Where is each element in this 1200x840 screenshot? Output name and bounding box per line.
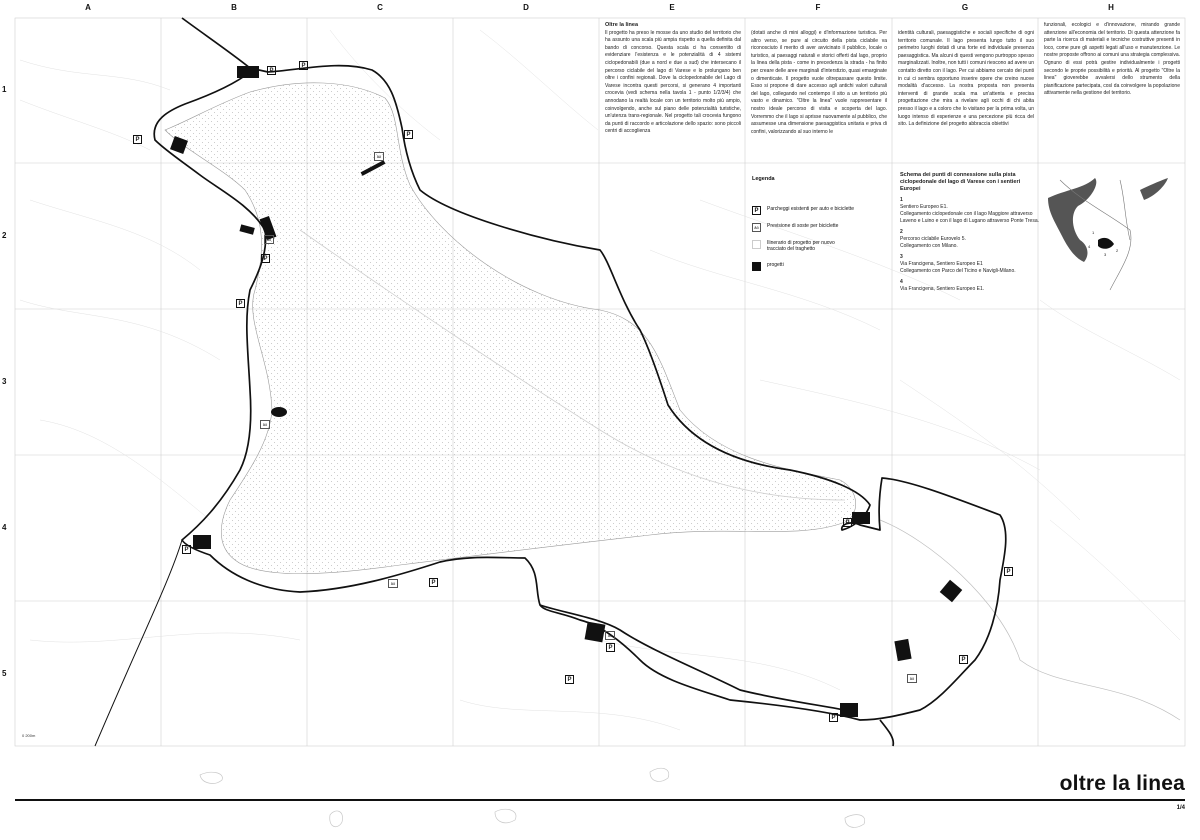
parking-icon: P <box>182 545 191 554</box>
parking-icon: P <box>843 518 852 527</box>
schema-item-line: Percorso ciclabile Eurovelo 5. <box>900 236 966 242</box>
inset-map <box>1048 178 1168 290</box>
connection-schema <box>900 172 1040 293</box>
bike-rack-icon: åõ <box>752 223 761 232</box>
legend-item-projects <box>752 262 892 271</box>
text-heading: Oltre la linea <box>605 22 639 28</box>
schema-item-number: 3 <box>900 254 903 260</box>
legend-item-bike <box>752 223 892 232</box>
parking-icon: P <box>133 135 142 144</box>
row-header-3: 3 <box>2 377 7 386</box>
inset-label: 4 <box>1088 244 1091 249</box>
text-body-e: Il progetto ha preso le mosse da uno studio del territorio che ha assunto una scala più ampia rispetto a quella definita dal bando di concorso. Questa scala ci ha consentito di evidenziare l'esistenza e le potenzialità di 4 sistemi ciclopedonabili (due a nord e due a sud) che intersecano il percorso ciclabile del lago di Varese e lo prolungano ben oltre i confini regionali. Dove la ciclopedonabile del Lago di Varese incontra questi percorsi, si generano 4 importanti crocevia (vedi schema nella tavola 1 - punto 1/2/3/4) che annodano la realtà locale con un territorio molto più ampio, coinvolgendo, anche sul piano delle potenzialità turistiche, un'utenza trans-regionale. Nel progetto tali crocevia fungono da punti di raccordo e articolazione dello spazio: sono piccoli centri di accoglienza <box>605 29 741 135</box>
parking-icon: P <box>829 713 838 722</box>
bike-rack-icon: åõ <box>388 579 398 588</box>
legend-label: progetti <box>767 262 784 268</box>
ferry-route-icon <box>752 240 761 249</box>
schema-title: Schema dei punti di connessione sulla pista ciclopedonale del lago di Varese con i sentieri Europei <box>900 172 1021 192</box>
text-body-g: identità culturali, paesaggistiche e sociali specifiche di ogni territorio comunale. Il lago presenta lungo tutto il suo perimetro luoghi dotati di una forte ed individuale presenza paesaggistica. Ma alcuni di questi vengono purtroppo spesso marginalizzati. Inoltre, non tutti i comuni riescono ad avere un contatto diretto con il lago. Per cui abbiamo cercato dei punti in cui ci sembra opportuno inserire opere che creino nuove modalità d'accesso. La nostra proposta non presenta interventi di grande scala ma un'attenta e precisa progettazione che mira a rivelare agli occhi di chi abita presso il lago e a coloro che lo visitano per la prima volta, un luogo intenso di esperienze e una percezione più ricca del sito. La definizione del progetto abbraccia obiettivi <box>898 30 1034 128</box>
legend-label: Ilinerario di progetto per nuovo tracciato del traghetto <box>767 240 835 252</box>
schema-item-line: Sentiero Europeo E1. <box>900 204 948 210</box>
legend-label: Parcheggi esistenti per auto e biciclette <box>767 206 854 212</box>
row-header-4: 4 <box>2 523 7 532</box>
text-column-e <box>605 22 741 136</box>
parking-icon: P <box>565 675 574 684</box>
schema-item-line: Via Francigena, Sentiero Europeo E1 <box>900 261 983 267</box>
parking-icon: P <box>299 61 308 70</box>
parking-icon: P <box>1004 567 1013 576</box>
schema-item-line: Collegamento con Milano. <box>900 243 958 249</box>
parking-icon: P <box>236 299 245 308</box>
inset-label: 3 <box>1104 252 1107 257</box>
schema-item-number: 2 <box>900 229 903 235</box>
parking-icon: P <box>404 130 413 139</box>
text-column-h <box>1044 22 1180 98</box>
bike-rack-icon: åõ <box>260 420 270 429</box>
column-header-g: G <box>961 3 969 12</box>
schema-item-number: 1 <box>900 197 903 203</box>
parking-icon: P <box>261 254 270 263</box>
parking-icon: P <box>267 66 276 75</box>
text-body-f: (dotati anche di mini alloggi) e d'informazione turistica. Per altro verso, se pure al circuito della pista ciclabile va riconosciuto il merito di aver avvicinato il pubblico, locale o turistico, ai paesaggi naturali e storici offerti dal lago, proprio la linea della pista - come in precedenza la strada - ha finito per creare delle aree marginali d'interstizio, quasi emarginate o dimenticate. Il progetto vuole oltrepassare questo limite. Esso si propone di dare accesso agli antichi valori culturali del lago, collegando nel contempo il sito a un territorio più vasto e dinamico. "Oltre la linea" vuole rappresentare il nostro ideale percorso di visita e scoperta del lago. Vorremmo che il lago si aprisse nuovamente al pubblico, che assumesse una dimensione paesaggistica unitaria e priva di confini, valorizzando al suo interno le <box>751 30 887 135</box>
column-header-h: H <box>1108 3 1114 12</box>
parking-icon: P <box>752 206 761 215</box>
railway-line <box>95 540 182 746</box>
bike-rack-icon: åõ <box>374 152 384 161</box>
row-header-5: 5 <box>2 669 7 678</box>
title-rule <box>15 799 1185 801</box>
decorative-shapes <box>200 768 865 827</box>
column-header-b: B <box>231 3 237 12</box>
text-body-h: funzionali, ecologici e d'innovazione, mirando grande attenzione all'economia del territorio. Di questa attenzione fa parte la ricerca di materiali e tecniche costruttive presenti in loco, come pure gli aspetti legati all'uso e manutenzione. Le nostre proposte offrono ai comuni una strategia complessiva. Ognuno di essi potrà gestire individualmente i progetti secondo le proprie possibilità e priorità. Al progetto "Oltre la linea" gioverebbe avvalersi dello strumento della pianificazione partecipata, così da coinvolgere la popolazione attivamente nella gestione del territorio. <box>1044 22 1180 97</box>
bike-rack-icon: åõ <box>264 235 274 244</box>
column-header-e: E <box>669 3 675 12</box>
river <box>880 520 1180 720</box>
row-header-2: 2 <box>2 231 7 240</box>
legend-item-route <box>752 240 892 252</box>
inset-label: 1 <box>1092 230 1095 235</box>
row-header-1: 1 <box>2 85 7 94</box>
scale-bar: 0 200m <box>22 733 36 738</box>
cycle-route-branch-south <box>540 605 855 712</box>
bike-rack-icon: åõ <box>907 674 917 683</box>
text-column-g <box>898 30 1034 129</box>
inset-label: 2 <box>1116 248 1119 253</box>
lake-area <box>165 83 856 574</box>
parking-icon: P <box>429 578 438 587</box>
column-header-d: D <box>523 3 529 12</box>
legend-title: Legenda <box>752 176 775 182</box>
parking-icon: P <box>959 655 968 664</box>
text-column-f <box>751 30 887 136</box>
project-icon <box>752 262 761 271</box>
legend-item-parking <box>752 206 892 215</box>
bike-rack-icon: åõ <box>605 631 615 640</box>
schema-item-line: Via Francigena, Sentiero Europeo E1. <box>900 286 985 292</box>
column-header-a: A <box>85 3 91 12</box>
schema-item-number: 4 <box>900 279 903 285</box>
page-number: 1/4 <box>1176 805 1185 811</box>
parking-icon: P <box>606 643 615 652</box>
column-header-f: F <box>815 3 821 12</box>
column-header-c: C <box>377 3 383 12</box>
cycle-route-branch-east <box>880 720 893 746</box>
legend-label: Previsione di soste per biciclette <box>767 223 839 229</box>
schema-item-line: Collegamento ciclopedonale con il lago Maggiore attraverso Laveno e Luino e con il lago di Lugano attraverso Ponte Tresa. <box>900 211 1039 224</box>
schema-item-line: Collegamento con Parco del Ticino e Navigli-Milano. <box>900 268 1016 274</box>
page-title: oltre la linea <box>1059 772 1185 795</box>
